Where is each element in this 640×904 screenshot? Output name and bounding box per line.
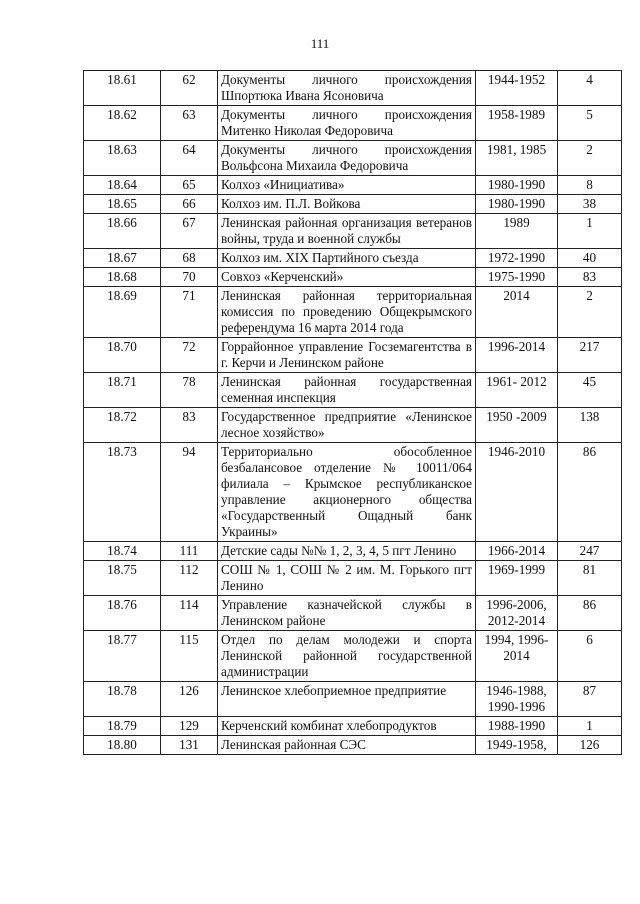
fund-number-cell: 94 — [161, 443, 218, 542]
fund-code-cell: 18.66 — [84, 214, 161, 249]
table-row — [84, 373, 622, 408]
fund-number-cell: 68 — [161, 249, 218, 268]
fund-number-cell: 70 — [161, 268, 218, 287]
fund-years-cell: 1972-1990 — [476, 249, 558, 268]
fund-code-cell: 18.63 — [84, 141, 161, 176]
file-count-cell: 2 — [558, 141, 622, 176]
fund-years-cell: 1981, 1985 — [476, 141, 558, 176]
fund-code-cell: 18.74 — [84, 542, 161, 561]
register-body — [84, 71, 622, 755]
fund-number-cell: 65 — [161, 176, 218, 195]
file-count-cell: 247 — [558, 542, 622, 561]
fund-code-cell: 18.67 — [84, 249, 161, 268]
file-count-cell: 40 — [558, 249, 622, 268]
fund-years-cell: 1950 -2009 — [476, 408, 558, 443]
table-row — [84, 106, 622, 141]
table-row — [84, 682, 622, 717]
file-count-cell: 8 — [558, 176, 622, 195]
file-count-cell: 138 — [558, 408, 622, 443]
file-count-cell: 126 — [558, 736, 622, 755]
fund-code-cell: 18.76 — [84, 596, 161, 631]
fund-name-cell: Документы личного происхождения Митенко Николая Федоровича — [218, 106, 476, 141]
table-row — [84, 443, 622, 542]
fund-number-cell: 64 — [161, 141, 218, 176]
fund-years-cell: 1946-1988, 1990-1996 — [476, 682, 558, 717]
fund-name-cell: Горрайонное управление Госземагентства в г. Керчи и Ленинском районе — [218, 338, 476, 373]
fund-number-cell: 111 — [161, 542, 218, 561]
fund-name-cell: Колхоз им. П.Л. Войкова — [218, 195, 476, 214]
fund-name-cell: Керченский комбинат хлебопродуктов — [218, 717, 476, 736]
table-row — [84, 408, 622, 443]
fund-code-cell: 18.80 — [84, 736, 161, 755]
fund-name-cell: Государственное предприятие «Ленинское лесное хозяйство» — [218, 408, 476, 443]
fund-years-cell: 1989 — [476, 214, 558, 249]
fund-name-cell: Детские сады №№ 1, 2, 3, 4, 5 пгт Ленино — [218, 542, 476, 561]
fund-years-cell: 1961- 2012 — [476, 373, 558, 408]
fund-number-cell: 72 — [161, 338, 218, 373]
fund-number-cell: 112 — [161, 561, 218, 596]
file-count-cell: 1 — [558, 214, 622, 249]
fund-years-cell: 2014 — [476, 287, 558, 338]
fund-code-cell: 18.77 — [84, 631, 161, 682]
fund-years-cell: 1996-2006, 2012-2014 — [476, 596, 558, 631]
fund-years-cell: 1966-2014 — [476, 542, 558, 561]
fund-years-cell: 1944-1952 — [476, 71, 558, 106]
file-count-cell: 45 — [558, 373, 622, 408]
fund-number-cell: 114 — [161, 596, 218, 631]
fund-years-cell: 1980-1990 — [476, 195, 558, 214]
fund-number-cell: 129 — [161, 717, 218, 736]
fund-code-cell: 18.75 — [84, 561, 161, 596]
fund-code-cell: 18.71 — [84, 373, 161, 408]
fund-number-cell: 62 — [161, 71, 218, 106]
archive-register-table — [83, 70, 622, 755]
table-row — [84, 338, 622, 373]
fund-code-cell: 18.79 — [84, 717, 161, 736]
table-row — [84, 631, 622, 682]
fund-code-cell: 18.62 — [84, 106, 161, 141]
fund-name-cell: Колхоз «Инициатива» — [218, 176, 476, 195]
fund-years-cell: 1980-1990 — [476, 176, 558, 195]
file-count-cell: 83 — [558, 268, 622, 287]
fund-number-cell: 115 — [161, 631, 218, 682]
fund-years-cell: 1975-1990 — [476, 268, 558, 287]
file-count-cell: 2 — [558, 287, 622, 338]
file-count-cell: 87 — [558, 682, 622, 717]
fund-code-cell: 18.78 — [84, 682, 161, 717]
fund-code-cell: 18.64 — [84, 176, 161, 195]
table-row — [84, 287, 622, 338]
table-row — [84, 141, 622, 176]
fund-name-cell: Колхоз им. XIX Партийного съезда — [218, 249, 476, 268]
file-count-cell: 81 — [558, 561, 622, 596]
fund-number-cell: 126 — [161, 682, 218, 717]
fund-number-cell: 83 — [161, 408, 218, 443]
table-row — [84, 249, 622, 268]
file-count-cell: 5 — [558, 106, 622, 141]
fund-code-cell: 18.69 — [84, 287, 161, 338]
fund-years-cell: 1969-1999 — [476, 561, 558, 596]
fund-years-cell: 1994, 1996-2014 — [476, 631, 558, 682]
table-row — [84, 214, 622, 249]
page-number: 111 — [310, 36, 330, 51]
table-row — [84, 561, 622, 596]
fund-years-cell: 1946-2010 — [476, 443, 558, 542]
table-row — [84, 736, 622, 755]
fund-number-cell: 78 — [161, 373, 218, 408]
fund-code-cell: 18.65 — [84, 195, 161, 214]
fund-name-cell: Территориально обособленное безбалансовое отделение № 10011/064 филиала – Крымское республиканское управление акционерного общества «Государственный Ощадный банк Украины» — [218, 443, 476, 542]
fund-code-cell: 18.68 — [84, 268, 161, 287]
fund-name-cell: Документы личного происхождения Вольфсона Михаила Федоровича — [218, 141, 476, 176]
fund-name-cell: Управление казначейской службы в Ленинском районе — [218, 596, 476, 631]
table-row — [84, 542, 622, 561]
fund-name-cell: Ленинское хлебоприемное предприятие — [218, 682, 476, 717]
table-row — [84, 71, 622, 106]
fund-number-cell: 63 — [161, 106, 218, 141]
table-row — [84, 596, 622, 631]
fund-number-cell: 71 — [161, 287, 218, 338]
fund-years-cell: 1996-2014 — [476, 338, 558, 373]
file-count-cell: 38 — [558, 195, 622, 214]
fund-code-cell: 18.72 — [84, 408, 161, 443]
fund-code-cell: 18.61 — [84, 71, 161, 106]
fund-years-cell: 1958-1989 — [476, 106, 558, 141]
fund-years-cell: 1949-1958, — [476, 736, 558, 755]
table-row — [84, 268, 622, 287]
fund-name-cell: Документы личного происхождения Шпортюка Ивана Ясоновича — [218, 71, 476, 106]
fund-number-cell: 66 — [161, 195, 218, 214]
file-count-cell: 6 — [558, 631, 622, 682]
fund-name-cell: СОШ № 1, СОШ № 2 им. М. Горького пгт Ленино — [218, 561, 476, 596]
fund-name-cell: Ленинская районная организация ветеранов войны, труда и военной службы — [218, 214, 476, 249]
fund-name-cell: Ленинская районная СЭС — [218, 736, 476, 755]
file-count-cell: 4 — [558, 71, 622, 106]
fund-name-cell: Ленинская районная государственная семенная инспекция — [218, 373, 476, 408]
fund-name-cell: Ленинская районная территориальная комиссия по проведению Общекрымского референдума 16 марта 2014 года — [218, 287, 476, 338]
fund-number-cell: 67 — [161, 214, 218, 249]
fund-number-cell: 131 — [161, 736, 218, 755]
file-count-cell: 86 — [558, 443, 622, 542]
fund-code-cell: 18.70 — [84, 338, 161, 373]
fund-name-cell: Совхоз «Керченский» — [218, 268, 476, 287]
fund-name-cell: Отдел по делам молодежи и спорта Ленинской районной государственной администрации — [218, 631, 476, 682]
table-row — [84, 717, 622, 736]
file-count-cell: 1 — [558, 717, 622, 736]
fund-years-cell: 1988-1990 — [476, 717, 558, 736]
table-row — [84, 195, 622, 214]
file-count-cell: 217 — [558, 338, 622, 373]
file-count-cell: 86 — [558, 596, 622, 631]
table-row — [84, 176, 622, 195]
fund-code-cell: 18.73 — [84, 443, 161, 542]
